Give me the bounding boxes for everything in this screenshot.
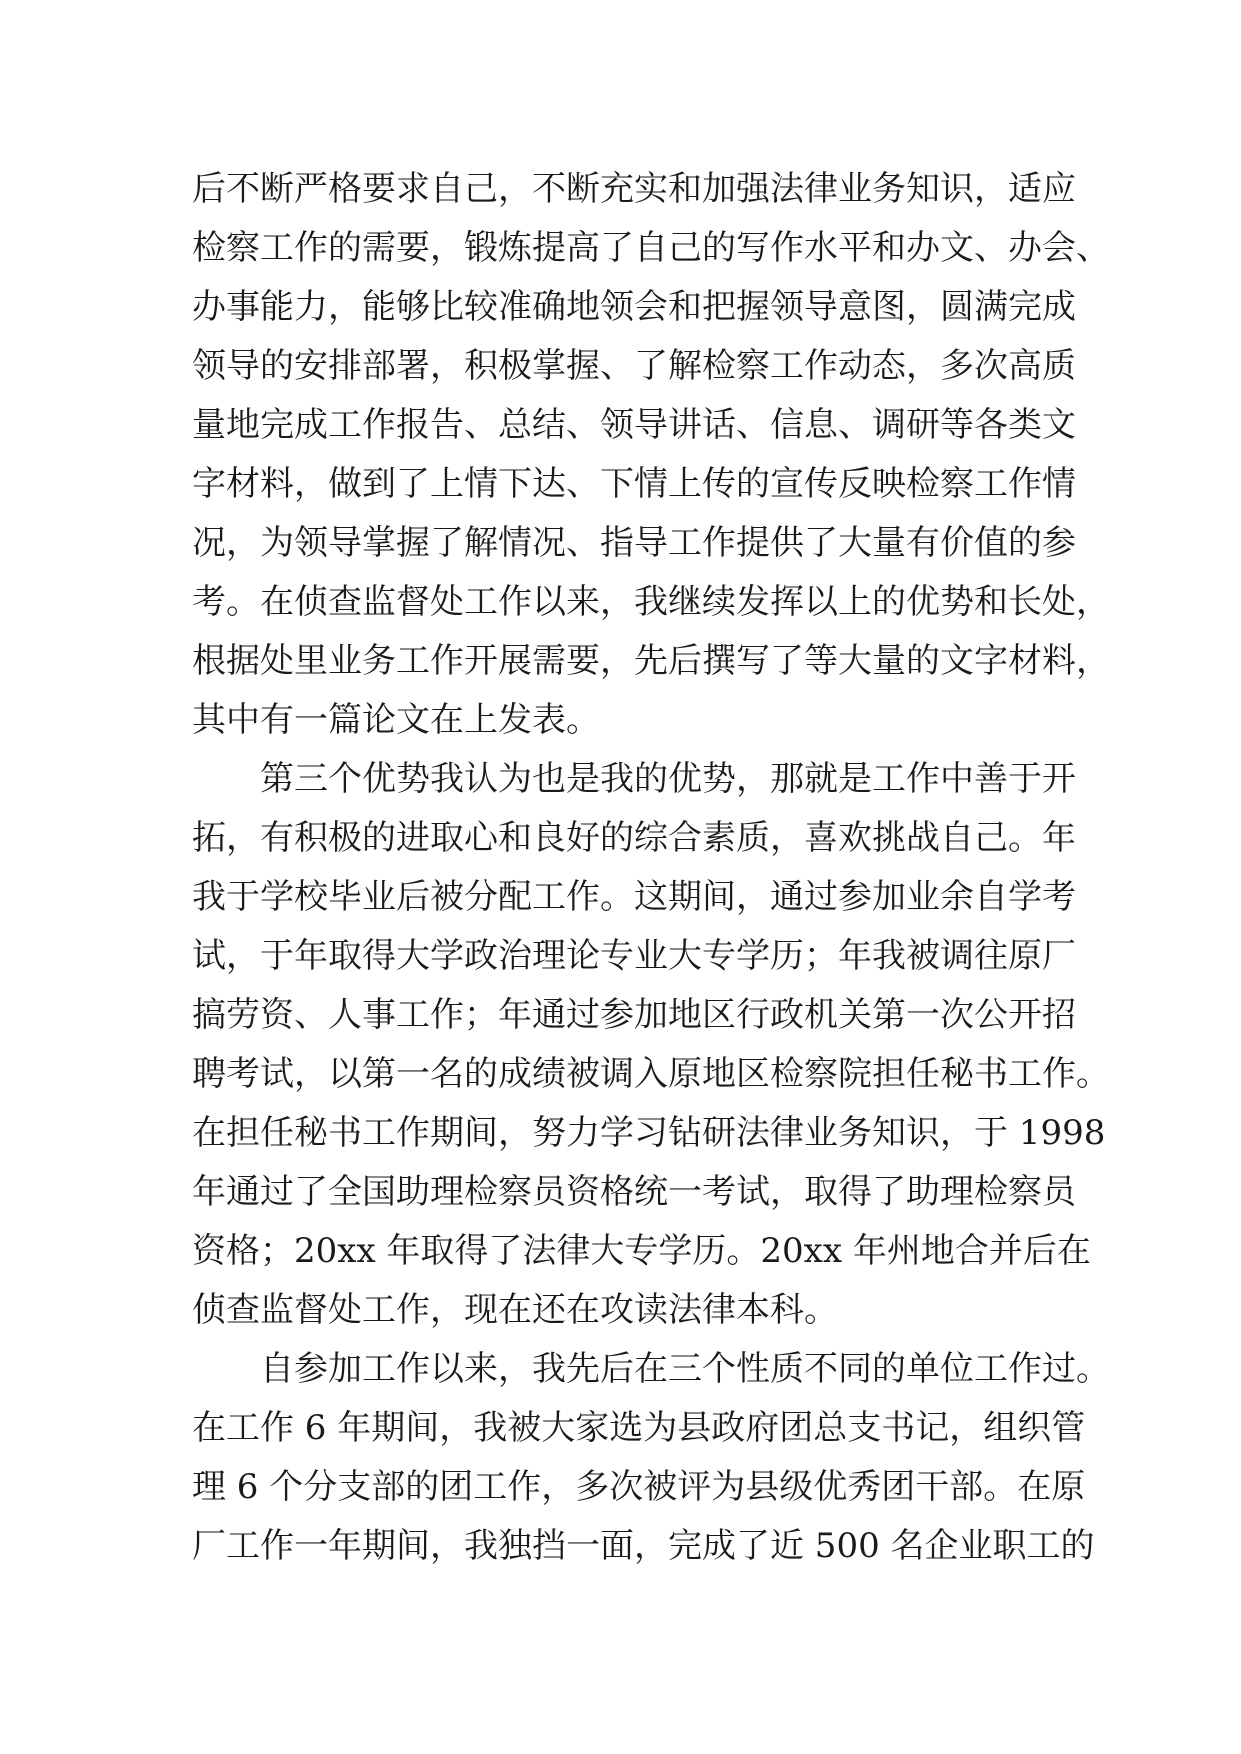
text-line: 检察工作的需要，锻炼提高了自己的写作水平和办文、办会、 xyxy=(192,228,1110,268)
text-line: 况，为领导掌握了解情况、指导工作提供了大量有价值的参 xyxy=(192,523,1076,563)
text-line: 搞劳资、人事工作；年通过参加地区行政机关第一次公开招 xyxy=(192,995,1076,1035)
text-line: 试，于年取得大学政治理论专业大专学历；年我被调往原厂 xyxy=(192,936,1076,976)
text-line: 资格；20xx 年取得了法律大专学历。20xx 年州地合并后在 xyxy=(192,1231,1091,1271)
text-line: 考。在侦查监督处工作以来，我继续发挥以上的优势和长处， xyxy=(192,582,1110,622)
body-text xyxy=(192,160,1110,1576)
text-line: 我于学校毕业后被分配工作。这期间，通过参加业余自学考 xyxy=(192,877,1076,917)
text-line: 侦查监督处工作，现在还在攻读法律本科。 xyxy=(192,1290,838,1330)
text-line: 厂工作一年期间，我独挡一面，完成了近 500 名企业职工的 xyxy=(192,1526,1095,1566)
text-line: 聘考试，以第一名的成绩被调入原地区检察院担任秘书工作。 xyxy=(192,1054,1110,1094)
text-line: 在担任秘书工作期间，努力学习钻研法律业务知识，于 1998 xyxy=(192,1113,1106,1153)
text-line: 拓，有积极的进取心和良好的综合素质，喜欢挑战自己。年 xyxy=(192,818,1076,858)
text-line: 在工作 6 年期间，我被大家选为县政府团总支书记，组织管 xyxy=(192,1408,1086,1448)
paragraph xyxy=(192,160,1110,750)
text-line: 自参加工作以来，我先后在三个性质不同的单位工作过。 xyxy=(260,1349,1110,1389)
text-line: 量地完成工作报告、总结、领导讲话、信息、调研等各类文 xyxy=(192,405,1076,445)
text-line: 其中有一篇论文在上发表。 xyxy=(192,700,600,740)
paragraph xyxy=(192,1340,1110,1576)
text-line: 字材料，做到了上情下达、下情上传的宣传反映检察工作情 xyxy=(192,464,1076,504)
text-line: 根据处里业务工作开展需要，先后撰写了等大量的文字材料， xyxy=(192,641,1110,681)
text-line: 第三个优势我认为也是我的优势，那就是工作中善于开 xyxy=(260,759,1076,799)
paragraph xyxy=(192,750,1110,1340)
text-line: 办事能力，能够比较准确地领会和把握领导意图，圆满完成 xyxy=(192,287,1076,327)
text-line: 领导的安排部署，积极掌握、了解检察工作动态，多次高质 xyxy=(192,346,1076,386)
text-line: 理 6 个分支部的团工作，多次被评为县级优秀团干部。在原 xyxy=(192,1467,1086,1507)
text-line: 后不断严格要求自己，不断充实和加强法律业务知识，适应 xyxy=(192,169,1076,209)
text-line: 年通过了全国助理检察员资格统一考试，取得了助理检察员 xyxy=(192,1172,1076,1212)
